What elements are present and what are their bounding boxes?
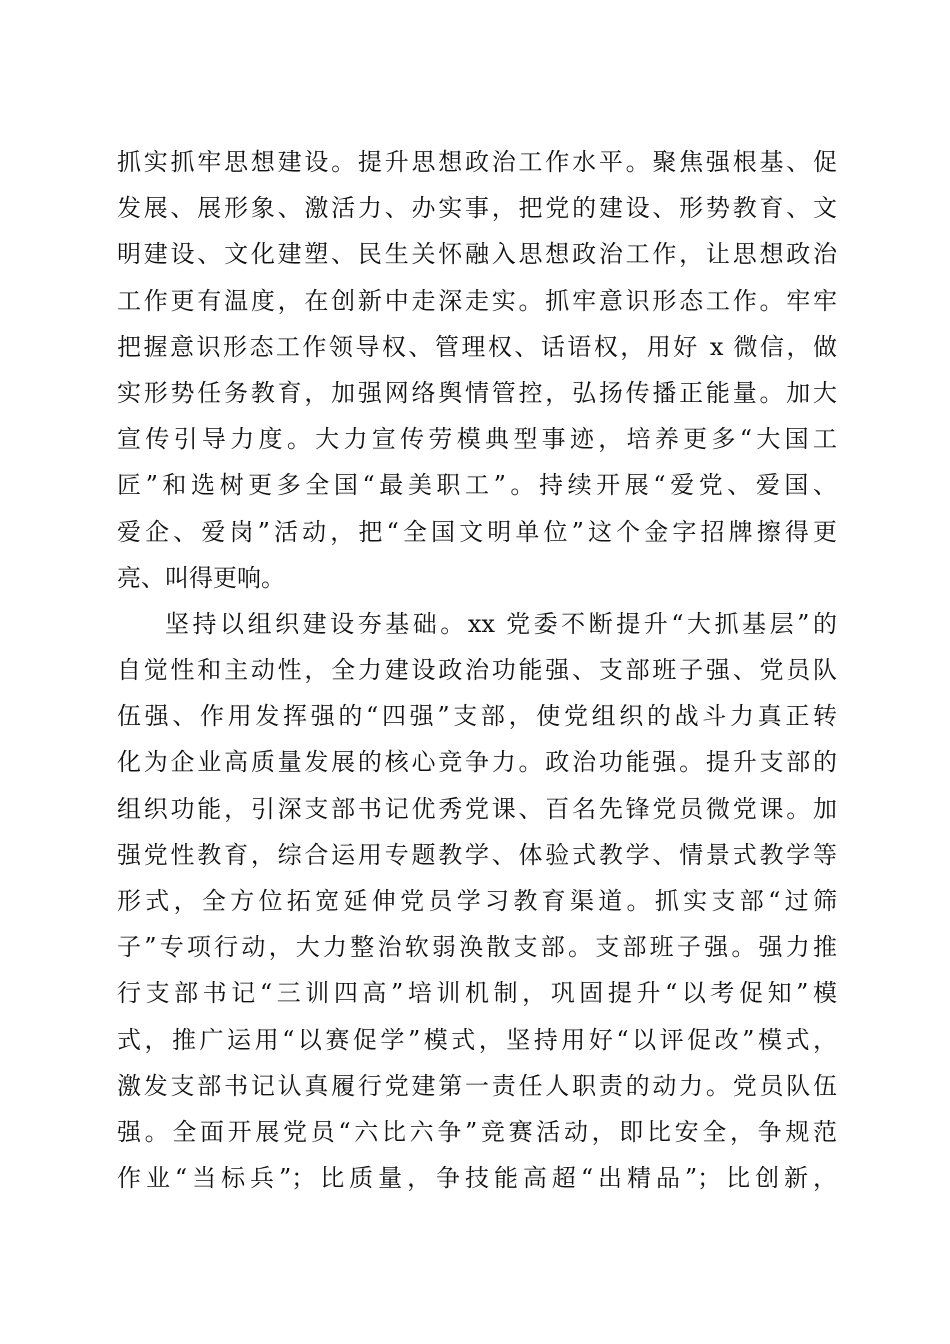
paragraph-1 [117,139,837,601]
text-line: 自觉性和主动性，全力建设政治功能强、支部班子强、党员队 [117,656,837,685]
text-line: 式，推广运用“以赛促学”模式，坚持用好“以评促改”模式， [117,1025,837,1054]
text-line: 爱企、爱岗”活动，把“全国文明单位”这个金字招牌擦得更 [117,517,837,546]
text-line: 抓实抓牢思想建设。提升思想政治工作水平。聚焦强根基、促 [117,148,837,176]
paragraph-2 [117,601,837,1201]
text-line: 坚持以组织建设夯基础。xx 党委不断提升“大抓基层”的 [165,609,837,638]
text-line: 组织功能，引深支部书记优秀党课、百名先锋党员微党课。加 [117,794,837,823]
text-line: 实形势任务教育，加强网络舆情管控，弘扬传播正能量。加大 [117,378,837,407]
text-line: 形式，全方位拓宽延伸党员学习教育渠道。抓实支部“过筛 [117,887,837,915]
text-line: 发展、展形象、激活力、办实事，把党的建设、形势教育、文 [117,194,837,223]
text-line: 匠”和选树更多全国“最美职工”。持续开展“爱党、爱国、 [117,471,837,500]
text-line: 伍强、作用发挥强的“四强”支部，使党组织的战斗力真正转 [117,702,837,731]
text-line: 强。全面开展党员“六比六争”竞赛活动，即比安全，争规范 [117,1117,837,1146]
text-line: 激发支部书记认真履行党建第一责任人职责的动力。党员队伍 [117,1071,837,1100]
text-line: 工作更有温度，在创新中走深走实。抓牢意识形态工作。牢牢 [117,286,837,315]
body-text [117,139,837,1201]
text-line: 子”专项行动，大力整治软弱涣散支部。支部班子强。强力推 [117,933,837,962]
text-line: 化为企业高质量发展的核心竞争力。政治功能强。提升支部的 [117,748,837,777]
text-line: 宣传引导力度。大力宣传劳模典型事迹，培养更多“大国工 [117,425,837,454]
text-line: 亮、叫得更响。 [117,563,285,592]
text-line: 作业“当标兵”；比质量，争技能高超“出精品”；比创新， [117,1164,837,1193]
text-line: 把握意识形态工作领导权、管理权、话语权，用好 x 微信，做 [117,332,837,361]
text-line: 行支部书记“三训四高”培训机制，巩固提升“以考促知”模 [117,979,837,1008]
text-line: 明建设、文化建塑、民生关怀融入思想政治工作，让思想政治 [117,240,837,269]
text-line: 强党性教育，综合运用专题教学、体验式教学、情景式教学等 [117,840,837,869]
